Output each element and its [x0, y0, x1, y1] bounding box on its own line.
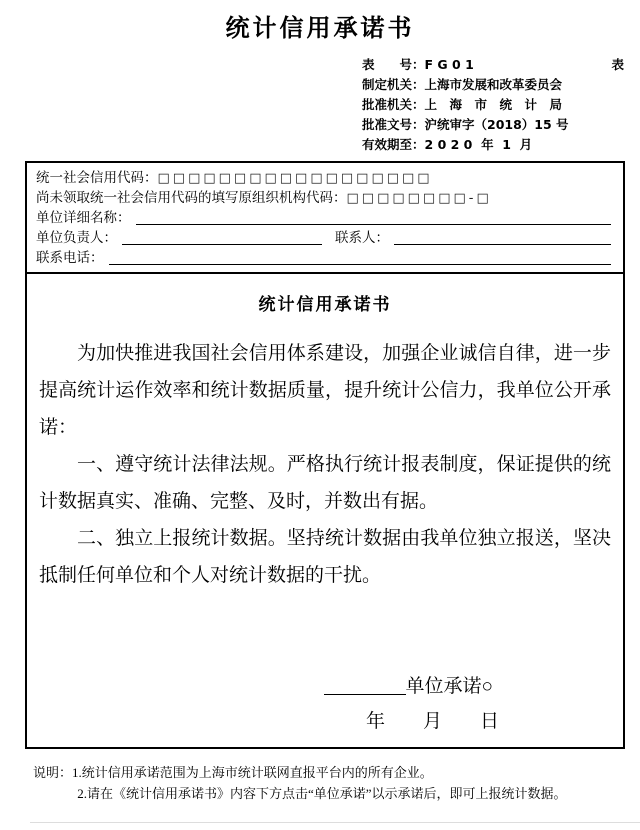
- meta-value: 2 0 2 0 年 1 月: [424, 137, 533, 152]
- org-code-row: [36, 188, 614, 208]
- unit-head-row: [36, 228, 614, 248]
- date-line: 年 月 日: [365, 711, 499, 732]
- meta-label: 表 号：: [362, 57, 425, 72]
- phone-field[interactable]: [109, 250, 612, 265]
- phone-label: 联系电话：: [36, 250, 104, 265]
- letter-paragraph: 二、独立上报统计数据。坚持统计数据由我单位独立报送，坚决抵制任何单位和个人对统计数据的干扰。: [39, 528, 611, 586]
- note-item-1: 1.统计信用承诺范围为上海市统计联网直报平台内的所有企业。: [72, 765, 433, 780]
- meta-label: 有效期至：: [362, 137, 425, 152]
- unit-info-section: [27, 163, 623, 274]
- unit-name-row: [36, 208, 614, 228]
- meta-value: F G 0 1: [424, 57, 474, 72]
- bottom-divider: [30, 822, 640, 823]
- letter-paragraph: 为加快推进我国社会信用体系建设，加强企业诚信自律，进一步提高统计运作效率和统计数据质量，提升统计公信力，我单位公开承诺：: [39, 343, 611, 438]
- commitment-letter-section: [27, 274, 623, 747]
- commitment-form-box: [25, 161, 625, 749]
- letter-paragraph: 一、遵守统计法律法规。严格执行统计报表制度，保证提供的统计数据真实、准确、完整、及时，并数出有据。: [39, 454, 611, 512]
- meta-value: 上海市发展和改革委员会: [424, 77, 563, 92]
- unit-head-field[interactable]: [122, 230, 322, 245]
- meta-row-approving-agency: [362, 95, 624, 115]
- credit-code-row: [36, 168, 614, 188]
- contact-label: 联系人：: [335, 230, 389, 245]
- meta-label: 批准机关：: [362, 97, 425, 112]
- signature-row: [39, 671, 611, 698]
- notes-label: 说明：: [33, 765, 73, 780]
- contact-field[interactable]: [394, 230, 611, 245]
- meta-value: 上 海 市 统 计 局: [424, 97, 563, 112]
- unit-name-field[interactable]: [136, 210, 612, 225]
- meta-label: 批准文号：: [362, 117, 425, 132]
- phone-row: [36, 248, 614, 268]
- note-line-2: [33, 783, 612, 804]
- org-code-label: 尚未领取统一社会信用代码的填写原组织机构代码：: [36, 190, 347, 205]
- meta-row-form-number: [362, 55, 624, 75]
- notes-section: [33, 762, 612, 804]
- credit-code-label: 统一社会信用代码：: [36, 170, 158, 185]
- unit-name-label: 单位详细名称：: [36, 210, 131, 225]
- meta-row-approval-number: [362, 115, 624, 135]
- meta-tail: 表: [611, 57, 624, 72]
- unit-head-label: 单位负责人：: [36, 230, 117, 245]
- letter-body: [39, 335, 611, 594]
- meta-value: 沪统审字（2018）15 号: [424, 117, 569, 132]
- meta-label: 制定机关：: [362, 77, 425, 92]
- form-meta-block: [362, 55, 624, 155]
- org-code-boxes: □□□□□□□□-□: [346, 191, 492, 206]
- meta-row-issuing-agency: [362, 75, 624, 95]
- meta-row-valid-until: [362, 135, 624, 155]
- page-title: 统计信用承诺书: [225, 16, 415, 42]
- note-line-1: [33, 762, 612, 783]
- signature-blank-line[interactable]: [324, 676, 406, 695]
- unit-commit-button[interactable]: 单位承诺○: [405, 676, 493, 697]
- credit-code-boxes: □□□□□□□□□□□□□□□□□□: [157, 171, 433, 186]
- note-item-2: 2.请在《统计信用承诺书》内容下方点击“单位承诺”以示承诺后，即可上报统计数据。: [77, 786, 567, 801]
- letter-title: 统计信用承诺书: [258, 295, 392, 314]
